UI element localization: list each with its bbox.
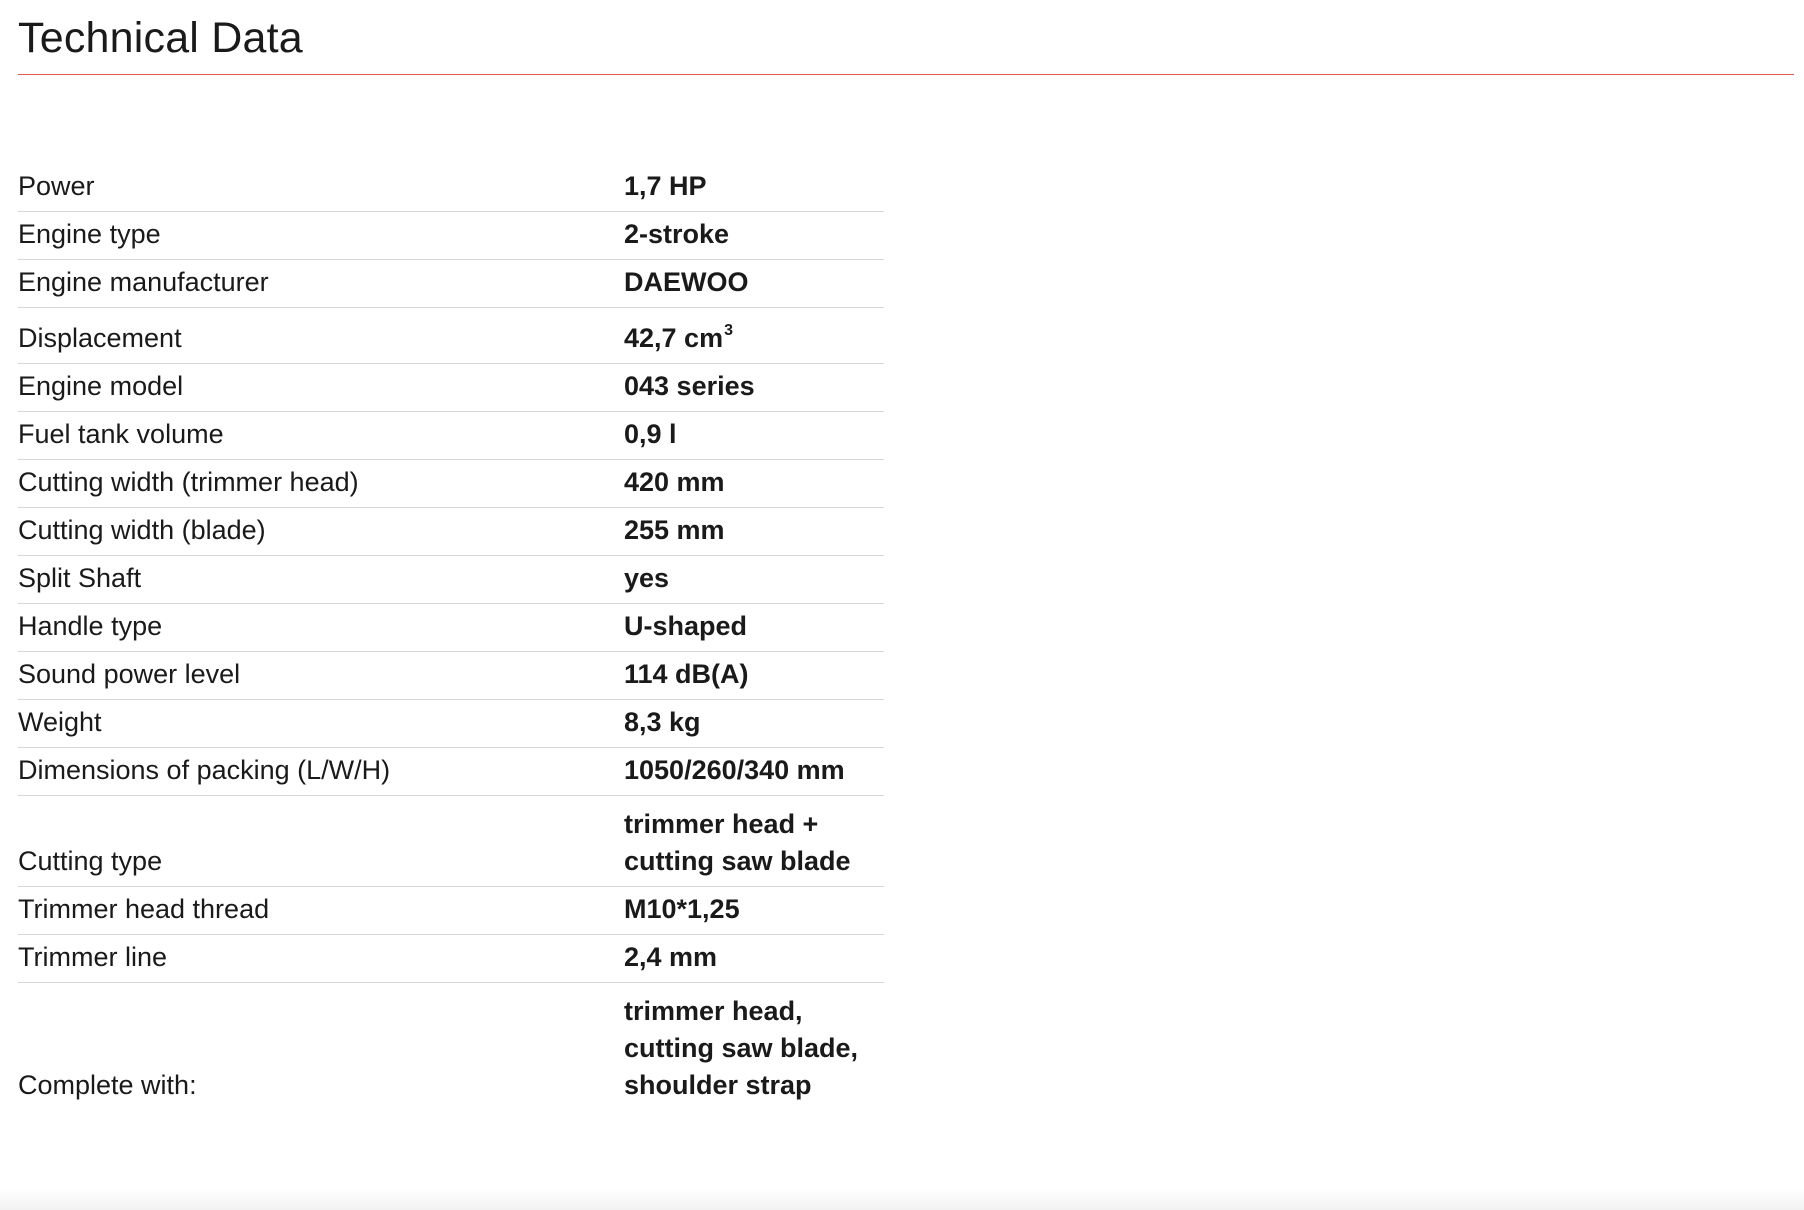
spec-value (624, 796, 884, 887)
spec-row-cutting-type (18, 796, 884, 887)
spec-row-dimensions-of-packing (18, 748, 884, 796)
spec-value-line: cutting saw blade (624, 846, 851, 876)
spec-row-handle-type (18, 604, 884, 652)
bottom-shadow (0, 1188, 1804, 1210)
spec-label: Cutting width (trimmer head) (18, 467, 359, 497)
spec-value: 114 dB(A) (624, 659, 749, 689)
technical-data-section (18, 0, 1794, 1100)
spec-label: Complete with: (18, 1070, 197, 1100)
spec-value (624, 983, 884, 1111)
spec-label: Split Shaft (18, 563, 142, 593)
spec-row-weight (18, 700, 884, 748)
spec-label: Displacement (18, 323, 182, 353)
spec-value: 1,7 HP (624, 171, 707, 201)
spec-value: 043 series (624, 371, 755, 401)
spec-value-line: trimmer head + (624, 809, 819, 839)
spec-value: 2-stroke (624, 219, 730, 249)
spec-value-text: 42,7 cm (624, 323, 724, 353)
spec-value: 420 mm (624, 467, 725, 497)
spec-label: Engine type (18, 219, 161, 249)
title-divider (18, 74, 1794, 75)
spec-label: Engine model (18, 371, 184, 401)
spec-label: Sound power level (18, 659, 241, 689)
spec-label: Trimmer head thread (18, 894, 270, 924)
spec-value: 1050/260/340 mm (624, 755, 845, 785)
page-title: Technical Data (18, 14, 303, 62)
spec-row-engine-model (18, 364, 884, 412)
spec-row-complete-with (18, 983, 884, 1111)
spec-value-line: cutting saw blade, (624, 1033, 859, 1063)
spec-label: Cutting width (blade) (18, 515, 266, 545)
spec-row-fuel-tank-volume (18, 412, 884, 460)
spec-row-trimmer-line (18, 935, 884, 983)
spec-label: Engine manufacturer (18, 267, 269, 297)
spec-row-displacement (18, 308, 884, 364)
spec-value-superscript: 3 (724, 322, 733, 339)
spec-value: 255 mm (624, 515, 725, 545)
spec-label: Fuel tank volume (18, 419, 224, 449)
spec-row-engine-manufacturer (18, 260, 884, 308)
spec-row-engine-type (18, 212, 884, 260)
spec-label: Trimmer line (18, 942, 168, 972)
spec-row-cutting-width-blade (18, 508, 884, 556)
spec-value-line: shoulder strap (624, 1070, 812, 1100)
spec-value-line: trimmer head, (624, 996, 803, 1026)
spec-row-sound-power-level (18, 652, 884, 700)
spec-row-split-shaft (18, 556, 884, 604)
spec-label: Cutting type (18, 846, 163, 876)
spec-row-cutting-width-trimmer-head (18, 460, 884, 508)
spec-row-trimmer-head-thread (18, 887, 884, 935)
spec-table (18, 164, 884, 1110)
spec-value: DAEWOO (624, 267, 749, 297)
spec-label: Handle type (18, 611, 163, 641)
spec-value: U-shaped (624, 611, 748, 641)
spec-value: yes (624, 563, 670, 593)
spec-value: 2,4 mm (624, 942, 718, 972)
spec-value: 0,9 l (624, 419, 677, 449)
spec-row-power (18, 164, 884, 212)
spec-value (624, 308, 884, 364)
spec-label: Power (18, 171, 95, 201)
spec-label: Weight (18, 707, 102, 737)
spec-value: M10*1,25 (624, 894, 740, 924)
spec-label: Dimensions of packing (L/W/H) (18, 755, 391, 785)
spec-value: 8,3 kg (624, 707, 701, 737)
